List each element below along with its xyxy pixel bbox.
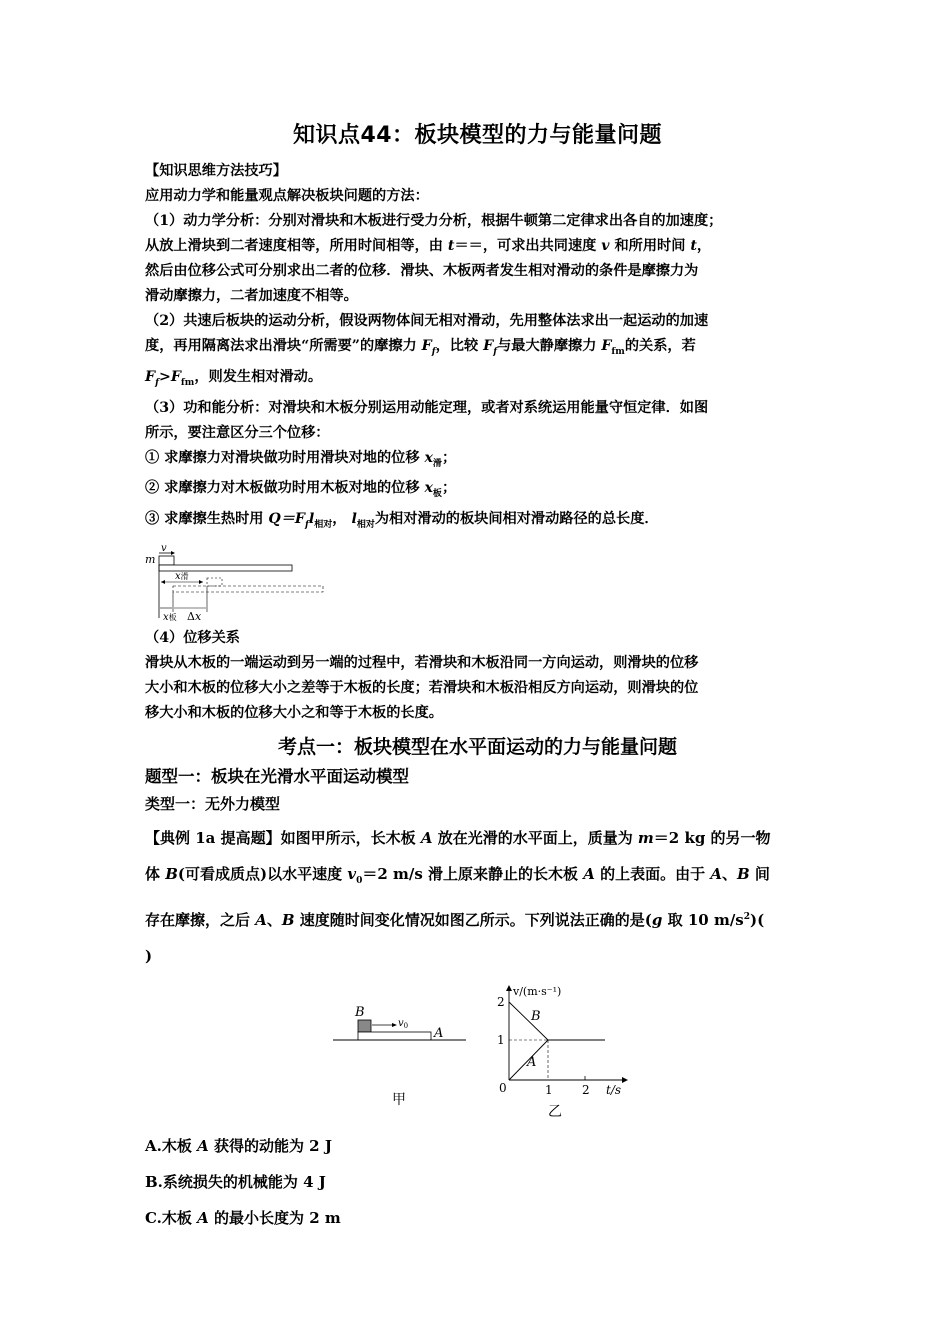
option-a[interactable]: A.木板 A 获得的动能为 2 J (145, 1137, 332, 1156)
block-b-label: B (355, 1005, 365, 1021)
v0-label: $v_0$ (398, 1018, 409, 1031)
question-figures (145, 982, 810, 1122)
origin-label: 0 (499, 1081, 507, 1096)
type-heading: 题型一：板块在光滑水平面运动模型 (145, 767, 409, 787)
figure-jia (330, 1002, 470, 1107)
subtype-heading: 类型一：无外力模型 (145, 795, 281, 814)
section-heading: 考点一：板块模型在水平面运动的力与能量问题 (277, 736, 677, 759)
x-tick-1: 1 (545, 1083, 553, 1098)
paragraph-work-energy: （3）功和能分析：对滑块和木板分别运用动能定理，或者对系统运用能量守恒定律．如图 所示，要注意区分三个位移： ① 求摩擦力对滑块做功时用滑块对地的位移 $x_滑$； ② 求摩擦力对木板做功时用木板对地的位移 $x_板$； ③ 求摩擦生热时用 $Q=F_fl_{相对}$， $l_{相对}$为相对滑动的板块间相对滑动路径的总长度． (145, 399, 709, 531)
y-tick-1: 1 (497, 1033, 505, 1048)
line-b (509, 1002, 548, 1040)
method-heading: 【知识思维方法技巧】 (145, 163, 287, 179)
velocity-label: v (161, 543, 167, 555)
caption-jia: 甲 (392, 1092, 406, 1108)
x-tick-2: 2 (582, 1083, 590, 1098)
x-axis-label: t/s (606, 1083, 622, 1098)
example-question: 【典例 1a 提高题】如图甲所示，长木板 A 放在光滑的水平面上，质量为 m＝2 kg 的另一物 体 B(可看成质点)以水平速度 $v_0=2$ m/s 滑上原来静止的长木板 A 的上表面。由于 A、B 间 存在摩擦，之后 A、B 速度随时间变化情况如图乙所示。下列说法正确的是(g 取 10 $m/s^2$)( ) (145, 829, 771, 966)
option-c[interactable]: C.木板 A 的最小长度为 2 m (145, 1209, 341, 1228)
paragraph-dynamics: （1）动力学分析：分别对滑块和木板进行受力分析，根据牛顿第二定律求出各自的加速度； 从放上滑块到二者速度相等，所用时间相等，由 t＝＝，可求出共同速度 v 和所用时间 t， 然后由位移公式可分别求出二者的位移．滑块、木板两者发生相对滑动的条件是摩擦力为 滑动摩擦力，二者加速度不相等。 (145, 213, 723, 304)
caption-yi: 乙 (548, 1104, 562, 1121)
block-b (358, 1020, 371, 1032)
x-board-label: x板 (163, 612, 177, 624)
line-b-label: B (531, 1009, 541, 1025)
paragraph-common-velocity: （2）共速后板块的运动分析，假设两物体间无相对滑动，先用整体法求出一起运动的加速 度，再用隔离法求出滑块“所需要”的摩擦力 $F_f$，比较 $F_f$与最大静摩擦力 $F_{fm}$的关系，若 $F_f>F_{fm}$，则发生相对滑动。 (145, 313, 709, 388)
displacement-diagram (145, 542, 345, 624)
board-a-label: A (434, 1026, 444, 1042)
method-intro: 应用动力学和能量观点解决板块问题的方法： (145, 188, 429, 204)
delta-x-label: Δx (187, 610, 202, 624)
page-title: 知识点44：板块模型的力与能量问题 (292, 123, 663, 148)
line-a-label: A (527, 1055, 537, 1071)
document-page (145, 118, 810, 1244)
mass-label: m (145, 553, 156, 567)
figure-yi (493, 982, 633, 1122)
slider-block (159, 556, 174, 565)
board-a (358, 1032, 431, 1040)
paragraph-displacement: （4）位移关系 滑块从木板的一端运动到另一端的过程中，若滑块和木板沿同一方向运动，则滑块的位移 大小和木板的位移大小之差等于木板的长度；若滑块和木板沿相反方向运动，则滑块的位 移大小和木板的位移大小之和等于木板的长度。 (145, 630, 699, 722)
option-b[interactable]: B.系统损失的机械能为 4 J (145, 1173, 326, 1192)
x-slider-label: x滑 (175, 571, 189, 583)
y-tick-2: 2 (497, 995, 505, 1010)
y-axis-label: v/(m·s⁻¹) (513, 985, 562, 999)
